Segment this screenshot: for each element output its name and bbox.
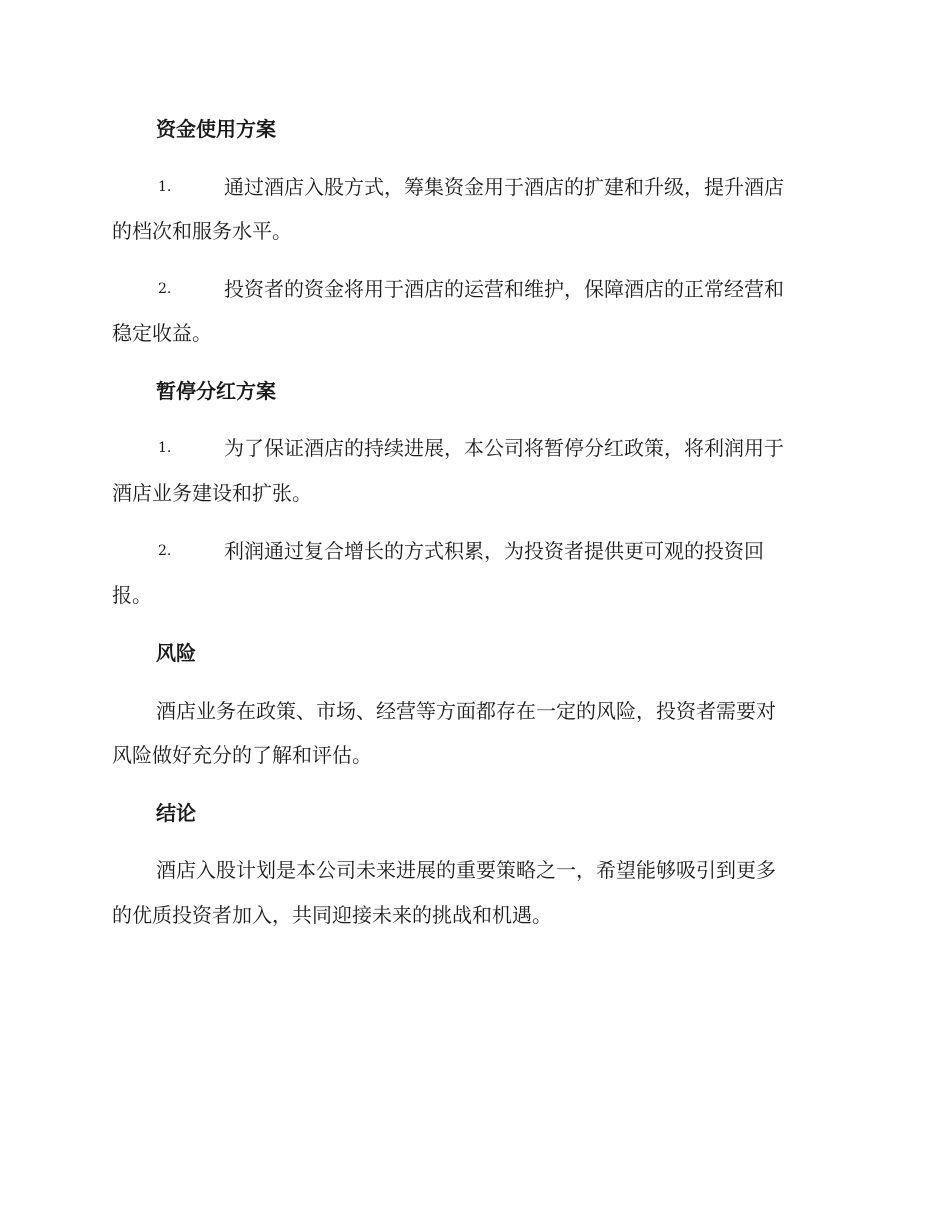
section-heading: 结论 (156, 801, 196, 825)
paragraph-line: 酒店入股计划是本公司未来进展的重要策略之一，希望能够吸引到更多 (156, 858, 776, 882)
list-item-line: 利润通过复合增长的方式积累，为投资者提供更可观的投资回 (224, 539, 764, 563)
list-item-line: 通过酒店入股方式，筹集资金用于酒店的扩建和升级，提升酒店 (224, 175, 784, 199)
list-item-line: 投资者的资金将用于酒店的运营和维护，保障酒店的正常经营和 (224, 277, 784, 301)
list-item-line: 报。 (112, 583, 152, 607)
list-number: 2. (158, 543, 172, 559)
list-item-line: 酒店业务建设和扩张。 (112, 481, 312, 505)
list-item-line: 的档次和服务水平。 (112, 219, 292, 243)
paragraph-line: 风险做好充分的了解和评估。 (112, 743, 372, 767)
list-number: 1. (158, 440, 172, 456)
list-number: 2. (158, 281, 172, 297)
paragraph-line: 酒店业务在政策、市场、经营等方面都存在一定的风险，投资者需要对 (156, 699, 776, 723)
list-number: 1. (158, 179, 172, 195)
list-item-line: 为了保证酒店的持续进展，本公司将暂停分红政策，将利润用于 (224, 436, 784, 460)
list-item-line: 稳定收益。 (112, 321, 212, 345)
section-heading: 风险 (156, 641, 196, 665)
section-heading: 暂停分红方案 (156, 379, 276, 403)
paragraph-line: 的优质投资者加入，共同迎接未来的挑战和机遇。 (112, 903, 552, 927)
section-heading: 资金使用方案 (156, 117, 276, 141)
